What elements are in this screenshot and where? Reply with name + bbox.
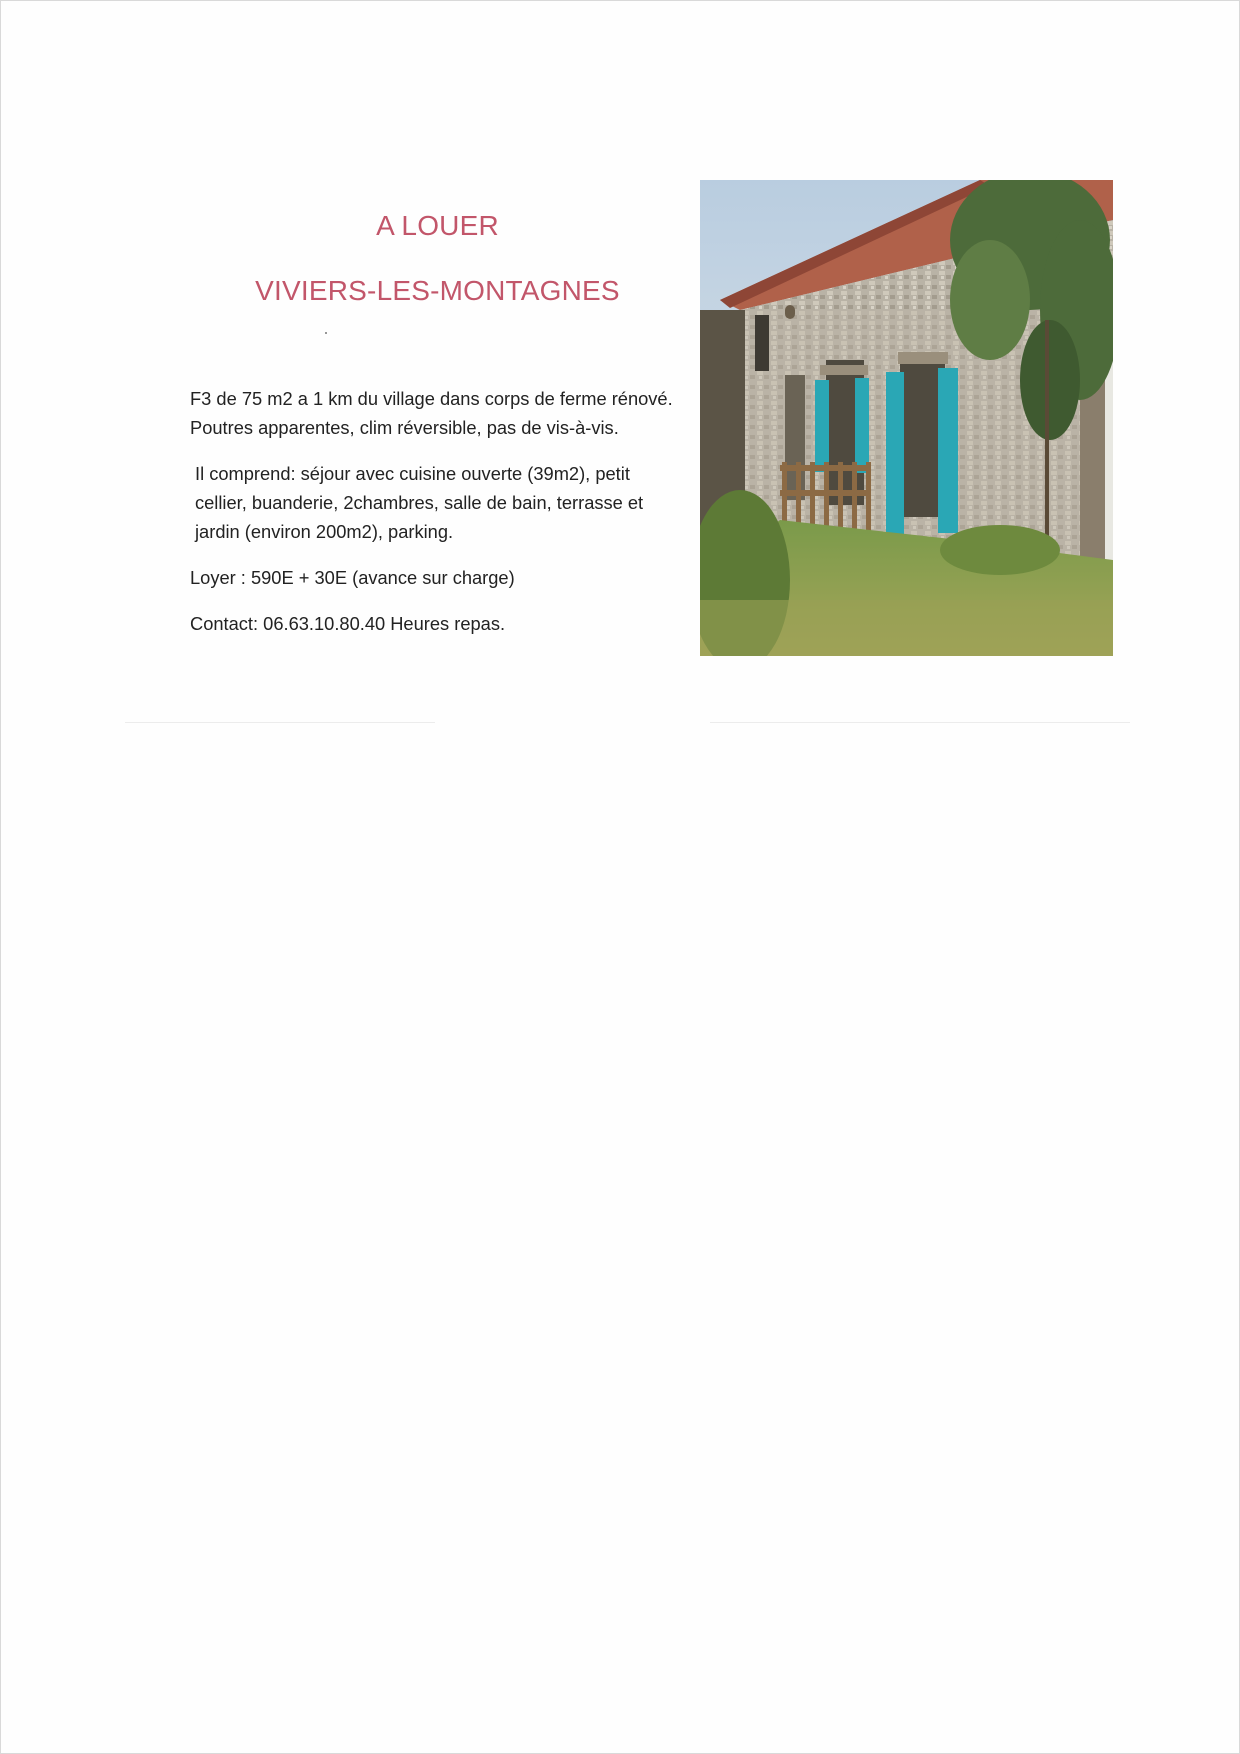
heading-location: VIVIERS-LES-MONTAGNES xyxy=(255,275,620,306)
listing-description xyxy=(190,384,680,655)
intro-paragraph: F3 de 75 m2 a 1 km du village dans corps de ferme rénové. Poutres apparentes, clim réversible, pas de vis-à-vis. xyxy=(190,388,673,438)
rooms-paragraph: Il comprend: séjour avec cuisine ouverte (39m2), petit cellier, buanderie, 2chambres, salle de bain, terrasse et jardin (environ 200m2), parking. xyxy=(195,463,644,542)
rent-paragraph: Loyer : 590E + 30E (avance sur charge) xyxy=(190,567,515,588)
house-photo xyxy=(700,180,1113,656)
contact-paragraph: Contact: 06.63.10.80.40 Heures repas. xyxy=(190,613,506,634)
scan-line-left xyxy=(125,722,435,723)
scan-line-right xyxy=(710,722,1130,723)
scan-speck xyxy=(325,332,327,334)
heading-a-louer: A LOUER xyxy=(376,210,499,241)
